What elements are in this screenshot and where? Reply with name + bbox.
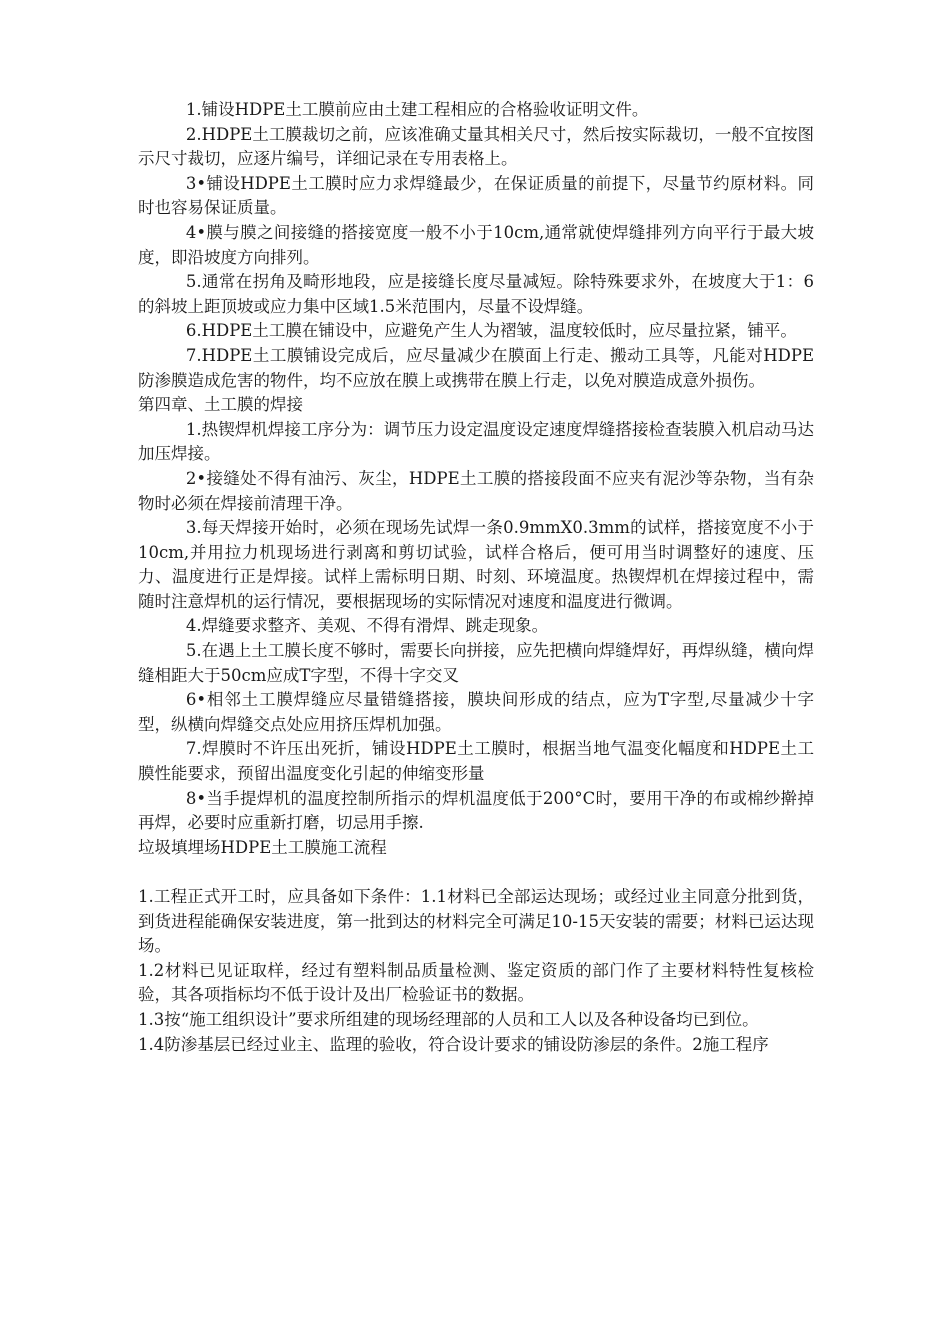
chapter4-item-5: 5.在遇上土工膜长度不够时，需要长向拼接，应先把横向焊缝焊好，再焊纵缝，横向焊缝相距大于50cm应成T字型，不得十字交叉 <box>138 641 814 685</box>
chapter4-item-2: 2•接缝处不得有油污、灰尘，HDPE土工膜的搭接段面不应夹有泥沙等杂物，当有杂物时必须在焊接前清理干净。 <box>138 468 814 513</box>
process-item-3: 1.3按“施工组织设计”要求所组建的现场经理部的人员和工人以及各种设备均已到位。 <box>138 1009 759 1029</box>
chapter4-item-3: 3.每天焊接开始时，必须在现场先试焊一条0.9mmX0.3mm的试样，搭接宽度不小于10cm,并用拉力机现场进行剥离和剪切试验，试样合格后，便可用当时调整好的速度、压力、温度进行正是焊接。试样上需标明日期、时刻、环境温度。热锲焊机在焊接过程中，需随时注意焊机的运行情况，要根据现场的实际情况对速度和温度进行微调。 <box>138 518 814 611</box>
chapter4-item-8: 8•当手提焊机的温度控制所指示的焊机温度低于200°C时，要用干净的布或棉纱擀掉再焊，必要时应重新打磨，切忌用手擦. <box>138 788 814 833</box>
section-a-item-3: 3•铺设HDPE土工膜时应力求焊缝最少，在保证质量的前提下，尽量节约原材料。同时也容易保证质量。 <box>138 173 814 218</box>
chapter4-item-7: 7.焊膜时不许压出死折，铺设HDPE土工膜时，根据当地气温变化幅度和HDPE土工膜性能要求，预留出温度变化引起的伸缩变形量 <box>138 739 814 784</box>
chapter4-item-6: 6•相邻土工膜焊缝应尽量错缝搭接，膜块间形成的结点，应为T字型,尽量减少十字型，纵横向焊缝交点处应用挤压焊机加强。 <box>138 690 814 734</box>
section-a-item-5: 5.通常在拐角及畸形地段，应是接缝长度尽量减短。除特殊要求外，在坡度大于1：6的斜坡上距顶坡或应力集中区域1.5米范围内，尽量不设焊缝。 <box>138 272 814 316</box>
section-a-item-4: 4•膜与膜之间接缝的搭接宽度一般不小于10cm,通常就使焊缝排列方向平行于最大坡度，即沿坡度方向排列。 <box>138 222 814 267</box>
section-a-item-1: 1.铺设HDPE土工膜前应由土建工程相应的合格验收证明文件。 <box>185 100 649 119</box>
section-a-item-6: 6.HDPE土工膜在铺设中，应避免产生人为褶皱，温度较低时，应尽量拉紧，铺平。 <box>185 321 797 341</box>
chapter4-title: 第四章、土工膜的焊接 <box>138 395 303 415</box>
document-page <box>138 98 814 1057</box>
chapter4-item-1: 1.热锲焊机焊接工序分为：调节压力设定温度设定速度焊缝搭接检查装膜入机启动马达加压焊接。 <box>138 419 814 464</box>
section-a-item-7: 7.HDPE土工膜铺设完成后，应尽量减少在膜面上行走、搬动工具等，凡能对HDPE防渗膜造成危害的物件，均不应放在膜上或携带在膜上行走，以免对膜造成意外损伤。 <box>138 345 814 390</box>
process-title: 垃圾填埋场HDPE土工膜施工流程 <box>138 837 387 857</box>
process-item-2: 1.2材料已见证取样，经过有塑料制品质量检测、鉴定资质的部门作了主要材料特性复核检验，其各项指标均不低于设计及出厂检验证书的数据。 <box>138 960 814 1005</box>
blank-line <box>138 860 814 885</box>
section-a-item-2: 2.HDPE土工膜裁切之前，应该准确丈量其相关尺寸，然后按实际裁切，一般不宜按图示尺寸裁切，应逐片编号，详细记录在专用表格上。 <box>138 124 814 169</box>
process-item-4: 1.4防渗基层已经过业主、监理的验收，符合设计要求的铺设防渗层的条件。2施工程序 <box>138 1034 769 1054</box>
chapter4-item-4: 4.焊缝要求整齐、美观、不得有滑焊、跳走现象。 <box>185 616 549 636</box>
process-item-1: 1.工程正式开工时，应具备如下条件：1.1材料已全部运达现场；或经过业主同意分批到货，到货进程能确保安装进度，第一批到达的材料完全可满足10-15天安装的需要；材料已运达现场。 <box>138 887 814 956</box>
